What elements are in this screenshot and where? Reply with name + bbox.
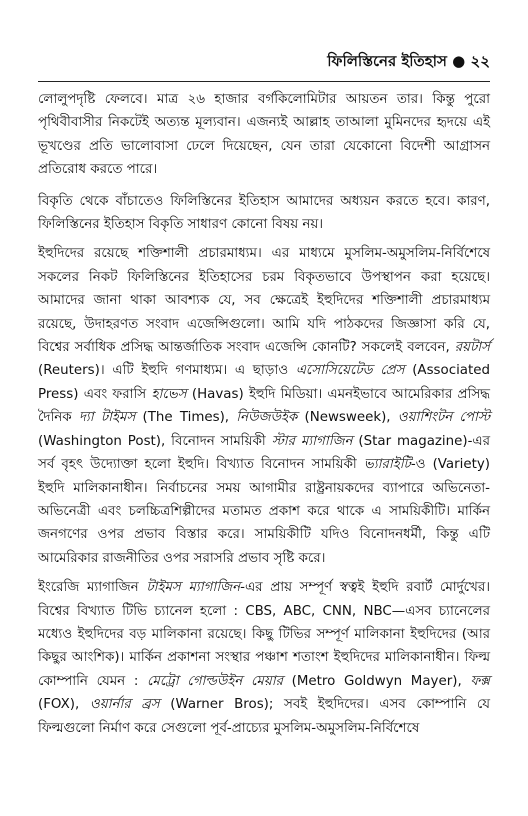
text-run: (Associated Press) এবং ফরাসি [38, 363, 490, 402]
publication-name: রয়টার্স [454, 340, 490, 356]
publication-name: হাভেস [151, 386, 187, 402]
header-bullet: ● [446, 52, 471, 70]
text-run: (Newsweek), [297, 410, 398, 426]
text-run: (Star magazine)-এর সর্ব বৃহৎ উদ্যোক্তা হলো ইহুদি। বিখ্যাত বিনোদন সাময়িকী [38, 433, 490, 473]
page-body [38, 88, 490, 746]
company-name: ফক্স [470, 673, 490, 689]
publication-name: নিউজউইক [236, 410, 298, 426]
text-run: -ও (Variety) ইহুদি মালিকানাধীন। নির্বাচনের সময় আগামীর রাষ্ট্রনায়কদের ব্যাপারে অভিনেতা-অভিনেত্রী এবং চলচ্চিত্রশিল্পীদের মতামত প্রকাশ করে থাকে এ সাময়িকীটি। মার্কিন জনগণের ওপর প্রভাব বিস্তার করে। সাময়িকীটি যদিও বিনোদনধর্মী, কিন্তু এটি আমেরিকার রাজনীতির ওপর সরাসরি প্রভাব সৃষ্টি করে। [38, 457, 490, 566]
page-number: ২২ [470, 52, 490, 70]
company-name: ওয়ার্নার ব্রস [89, 697, 160, 713]
text-run: ইংরেজি ম্যাগাজিন [38, 580, 147, 596]
text-run: (Havas) ইহুদি মিডিয়া। এমনইভাবে আমেরিকার প্রসিদ্ধ দৈনিক [38, 386, 490, 426]
text-run: (The Times), [135, 410, 237, 426]
publication-name: টাইমস ম্যাগাজিন [146, 580, 241, 596]
paragraph-2: বিকৃতি থেকে বাঁচাতেও ফিলিস্তিনের ইতিহাস আমাদের অধ্যয়ন করতে হবে। কারণ, ফিলিস্তিনের ইতিহাস বিকৃতি সাধারণ কোনো বিষয় নয়। [38, 193, 490, 233]
publication-name: এসোসিয়েটেড প্রেস [295, 363, 405, 379]
paragraph-1: লোলুপদৃষ্টি ফেলবে। মাত্র ২৬ হাজার বর্গকিলোমিটার আয়তন তার। কিন্তু পুরো পৃথিবীবাসীর নিকটেই অত্যন্ত মূল্যবান। এজন্যই আল্লাহ তাআলা মুমিনদের হৃদয়ে এই ভূখণ্ডের প্রতি ভালোবাসা ঢেলে দিয়েছেন, যেন তারা যেকোনো বিদেশী আগ্রাসন প্রতিরোধ করতে পারে। [38, 92, 490, 178]
text-run: (Reuters)। এটি ইহুদি গণমাধ্যম। এ ছাড়াও [38, 363, 296, 379]
publication-name: ওয়াশিংটন পোস্ট [397, 410, 490, 426]
text-run: (FOX), [38, 697, 90, 713]
text-run: (Metro Goldwyn Mayer), [282, 673, 471, 689]
text-run: -এর প্রায় সম্পূর্ণ স্বত্বই ইহুদি রবার্ট মোর্দুখের। বিশ্বের বিখ্যাত টিভি চ্যানেল হলো : CBS, ABC, CNN, NBC—এসব চ্যানেলের মধ্যেও ইহুদিদের বড় মালিকানা রয়েছে। কিছু টিভির সম্পূর্ণ মালিকানা ইহুদিদের (আর কিছুর আংশিক)। মার্কিন প্রকাশনা সংস্থার পঞ্চাশ শতাংশ ইহুদিদের মালিকানাধীন। ফিল্ম কোম্পানি যেমন : [38, 580, 490, 689]
publication-name: দ্যা টাইমস [78, 410, 136, 426]
chapter-title: ফিলিস্তিনের ইতিহাস [327, 52, 447, 70]
publication-name: স্টার ম্যাগাজিন [271, 433, 353, 449]
publication-name: ভ্যারাইটি [363, 457, 411, 473]
text-run: (Washington Post), বিনোদন সাময়িকী [38, 433, 272, 449]
paragraph-3 [38, 242, 490, 570]
company-name: মেট্রো গোল্ডউইন মেয়ার [147, 673, 283, 689]
running-header [38, 50, 490, 82]
text-run: (Warner Bros); সবই ইহুদিদের। এসব কোম্পানি যে ফিল্মগুলো নির্মাণ করে সেগুলো পূর্ব-প্রাচ্যের মুসলিম-অমুসলিম-নির্বিশেষে [38, 697, 490, 736]
paragraph-4 [38, 576, 490, 740]
text-run: ইহুদিদের রয়েছে শক্তিশালী প্রচারমাধ্যম। এর মাধ্যমে মুসলিম-অমুসলিম-নির্বিশেষে সকলের নিকট ফিলিস্তিনের ইতিহাসের চরম বিকৃতভাবে উপস্থাপন করা হয়েছে। আমাদের জানা থাকা আবশ্যক যে, সব ক্ষেত্রেই ইহুদিদের শক্তিশালী প্রচারমাধ্যম রয়েছে, উদাহরণত সংবাদ এজেন্সিগুলো। আমি যদি পাঠকদের জিজ্ঞাসা করি যে, বিশ্বের সর্বাধিক প্রসিদ্ধ আন্তর্জাতিক সংবাদ এজেন্সি কোনটি? সকলেই বলবেন, [38, 246, 490, 356]
